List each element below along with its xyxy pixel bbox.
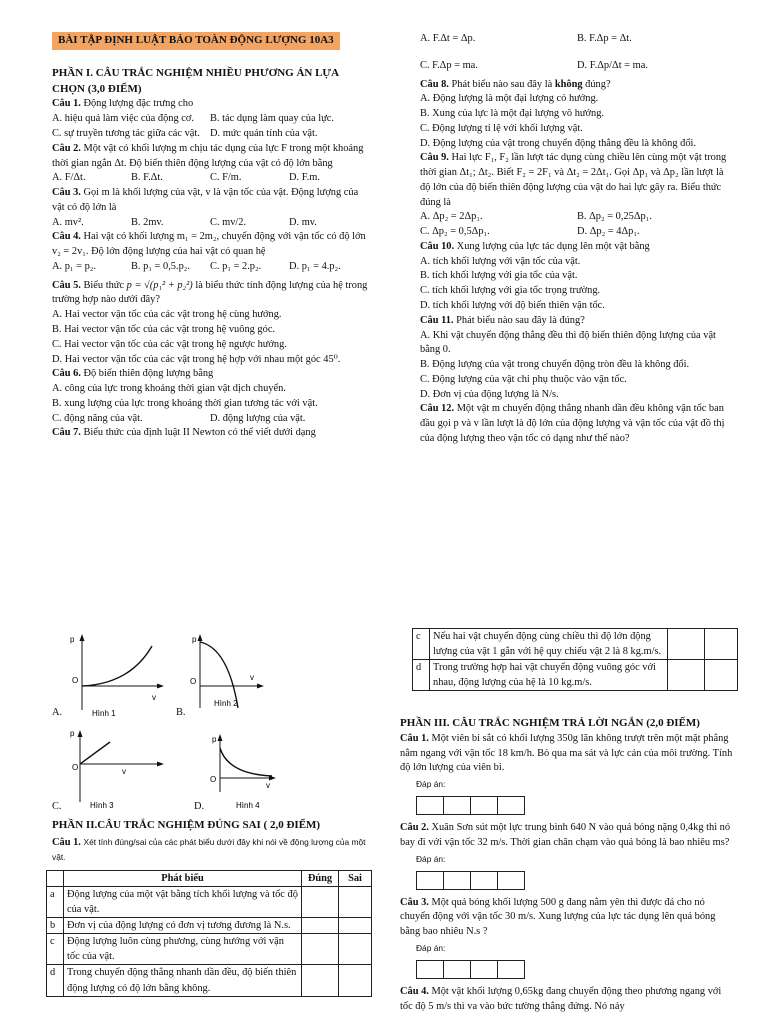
q7-options-cd <box>420 59 734 74</box>
graph-hinh-2[interactable] <box>186 628 276 720</box>
q6: Câu 6. Độ biến thiên động lượng bằng <box>52 368 214 380</box>
option[interactable]: A. F/Δt. <box>52 172 86 184</box>
table-row: d Trong chuyển động thẳng nhanh dần đều, độ biến thiên động lượng có độ lớn bằng không. <box>47 965 372 996</box>
option[interactable]: B. Xung của lực là một đại lượng vô hướng. <box>420 108 605 120</box>
axis-p: p <box>212 735 217 744</box>
q1-options-cd <box>52 127 368 142</box>
graph-option-label[interactable]: A. <box>52 707 63 718</box>
table-header <box>47 871 372 887</box>
option[interactable]: D. Động lượng của vật trong chuyển động thẳng đều là không đổi. <box>420 137 697 149</box>
option[interactable]: B. F.Δp = Δt. <box>577 33 632 44</box>
q4-options <box>52 260 368 275</box>
false-cell[interactable] <box>339 934 372 965</box>
q9: Câu 9. Hai lực F₁, F₂ lần lượt tác dụng cùng chiều lên cùng một vật trong thời gian Δt₁; Δt₂. Biết F₂ = 2F₁ và Δt₂ = 2Δt₁. Gọi Δp₁ và Δp₂ lần lượt là độ lớn của độ biến thiên động lượng của vật do hai lực gây ra. Biểu thức đúng là <box>420 152 727 208</box>
header-true: Đúng <box>302 871 339 887</box>
graph-hinh-3[interactable] <box>60 724 170 816</box>
option[interactable]: C. Hai vector vận tốc của các vật trong hệ ngược hướng. <box>52 338 287 350</box>
graph-option-label[interactable]: B. <box>176 707 186 718</box>
graph-hinh-4[interactable] <box>200 730 290 816</box>
answer-label: Đáp án: <box>416 942 446 953</box>
option[interactable]: A. hiệu quả làm việc của động cơ. <box>52 113 194 125</box>
axis-v: v <box>152 693 156 702</box>
option[interactable]: C. Δp₂ = 0,5Δp₁. <box>420 226 490 238</box>
option[interactable]: C. Động lượng tỉ lệ với khối lượng vật. <box>420 122 583 134</box>
answer-boxes-q3[interactable] <box>416 960 734 979</box>
part2-q1: Câu 1. Xét tính đúng/sai của các phát biểu dưới đây khi nói về động lượng của một vật. <box>52 836 366 862</box>
origin: O <box>190 677 197 686</box>
option[interactable]: B. Hai vector vận tốc của các vật trong hệ vuông góc. <box>52 323 276 335</box>
axis-v: v <box>122 767 126 776</box>
option[interactable]: A. tích khối lượng với vận tốc của vật. <box>420 255 581 267</box>
document-title: BÀI TẬP ĐỊNH LUẬT BẢO TOÀN ĐỘNG LƯỢNG 10A3 <box>52 32 340 50</box>
option[interactable]: A. công của lực trong khoảng thời gian vật dịch chuyển. <box>52 383 286 395</box>
part3-q4: Câu 4. Một vật khối lượng 0,65kg đang chuyển động theo phương ngang với tốc độ 5 m/s thì va vào bức tường thẳng đứng. Nó nảy <box>400 985 722 1012</box>
option[interactable]: D. mv. <box>289 216 317 228</box>
part3-title: PHẦN III. CÂU TRẮC NGHIỆM TRẢ LỜI NGẮN (2,0 ĐIỂM) <box>400 717 700 729</box>
false-cell[interactable] <box>339 965 372 996</box>
q7: Câu 7. Biểu thức của định luật II Newton có thể viết dưới dạng <box>52 427 316 439</box>
option[interactable]: B. 2mv. <box>131 216 164 228</box>
graph-caption: Hình 4 <box>236 801 260 810</box>
false-cell[interactable] <box>705 660 738 691</box>
q3-options <box>52 216 368 231</box>
graph-caption: Hình 3 <box>90 801 114 810</box>
q3: Câu 3. Gọi m là khối lượng của vật, v là vận tốc của vật. Động lượng của vật có độ lớn là <box>52 187 359 213</box>
part3-q2: Câu 2. Xuân Sơn sút một lực trung bình 640 N vào quả bóng nặng 0,4kg thì nó bay đi với vận tốc 32 m/s. Thời gian chân chạm vào quả bóng là bao nhiêu ms? <box>400 822 731 848</box>
true-cell[interactable] <box>668 660 705 691</box>
option[interactable]: A. Hai vector vận tốc của các vật trong hệ cùng hướng. <box>52 309 282 321</box>
axis-p: p <box>192 635 197 644</box>
q6-options-cd <box>52 412 368 427</box>
momentum-formula: p = √(p₁² + p₂²) <box>126 279 193 291</box>
option[interactable]: B. Động lượng của vật trong chuyển động tròn đều là không đổi. <box>420 359 690 371</box>
true-false-table <box>46 870 372 997</box>
graph-option-label[interactable]: C. <box>52 801 62 812</box>
true-cell[interactable] <box>668 629 705 660</box>
answer-label: Đáp án: <box>416 779 446 790</box>
q8: Câu 8. Phát biểu nào sau đây là không đúng? <box>420 78 611 90</box>
true-cell[interactable] <box>302 918 339 934</box>
true-cell[interactable] <box>302 887 339 918</box>
part2-title: PHẦN II.CÂU TRẮC NGHIỆM ĐÚNG SAI ( 2,0 ĐIỂM) <box>52 819 321 831</box>
q2: Câu 2. Một vật có khối lượng m chịu tác dụng của lực F trong một khoảng thời gian ngắn Δt. Độ biến thiên động lượng của vật có độ lớn bằng <box>52 142 364 169</box>
axis-v: v <box>250 673 254 682</box>
graph-caption: Hình 1 <box>92 709 116 718</box>
option[interactable]: C. Động lượng của vật chỉ phụ thuộc vào vận tốc. <box>420 373 627 385</box>
origin: O <box>210 775 217 784</box>
header-statement: Phát biểu <box>64 871 302 887</box>
table-row: c Nếu hai vật chuyển động cùng chiều thì độ lớn động lượng của vật 1 gắn với hệ quy chiếu vật 2 là 8 kg.m/s. <box>413 629 738 660</box>
q5: Câu 5. Biểu thức p = √(p₁² + p₂²) là biểu thức tính động lượng của hệ trong trường hợp nào dưới đây? <box>52 279 368 306</box>
q9-options-cd <box>420 225 734 240</box>
false-cell[interactable] <box>339 918 372 934</box>
table-row: a Động lượng của một vật bằng tích khối lượng và tốc độ của vật. <box>47 887 372 918</box>
option[interactable]: C. F/m. <box>210 172 242 184</box>
option[interactable]: C. sự truyền tương tác giữa các vật. <box>52 128 200 140</box>
true-cell[interactable] <box>302 965 339 996</box>
option[interactable]: C. động năng của vật. <box>52 412 143 424</box>
option[interactable]: B. p₁ = 0,5.p₂. <box>131 260 191 272</box>
answer-label: Đáp án: <box>416 853 446 864</box>
table-row: b Đơn vị của động lượng có đơn vị tương đương là N.s. <box>47 918 372 934</box>
part3-q1: Câu 1. Một viên bi sắt có khối lượng 350g lăn không trượt trên một mặt phẳng nằm ngang với vận tốc 18 km/h. Bỏ qua ma sát và lực cản của môi trường. Tính độ lớn lượng của viên bi. <box>400 732 733 774</box>
axis-p: p <box>70 635 75 644</box>
option[interactable]: B. xung lượng của lực trong khoảng thời gian tương tác với vật. <box>52 397 318 409</box>
true-cell[interactable] <box>302 934 339 965</box>
origin: O <box>72 763 79 772</box>
graph-caption: Hình 2 <box>214 699 238 708</box>
part2-section <box>52 818 374 865</box>
option[interactable]: D. Đơn vị của động lượng là N/s. <box>420 388 559 400</box>
true-false-table-continued <box>412 628 738 691</box>
part3-section <box>400 716 734 1014</box>
option[interactable]: C. mv/2. <box>210 216 247 228</box>
graph-option-label[interactable]: D. <box>194 801 205 812</box>
left-column <box>52 32 368 441</box>
q10: Câu 10. Xung lượng của lực tác dụng lên một vật bằng <box>420 240 650 252</box>
option[interactable]: D. Δp₂ = 4Δp₁. <box>577 226 640 238</box>
false-cell[interactable] <box>705 629 738 660</box>
header-false: Sai <box>339 871 372 887</box>
option[interactable]: D. F.m. <box>289 172 320 184</box>
part3-q3: Câu 3. Một quả bóng khối lượng 500 g đang nằm yên thì được đá cho nó chuyển động với vận tốc 30 m/s. Xung lượng của lực tác dụng lên quả bóng bằng bao nhiêu N.s ? <box>400 896 716 938</box>
option[interactable]: A. Khi vật chuyển động thẳng đều thì độ biến thiên động lượng của vật bằng 0. <box>420 329 716 356</box>
q11: Câu 11. Phát biểu nào sau đây là đúng? <box>420 314 585 326</box>
option[interactable]: A. mv². <box>52 216 84 228</box>
option[interactable]: D. Hai vector vận tốc của các vật trong hệ hợp với nhau một góc 45⁰. <box>52 353 341 365</box>
false-cell[interactable] <box>339 887 372 918</box>
q12: Câu 12. Một vật m chuyển động thẳng nhanh dần đều không vận tốc ban đầu gọi p và v lần lượt là độ lớn của động lượng và vận tốc của vật đồ thị của động lượng theo vận tốc có dạng như thế nào? <box>420 403 725 444</box>
q4: Câu 4. Hai vật có khối lượng m₁ = 2m₂, chuyển động với vận tốc có độ lớn v₂ = 2v₁. Độ lớn động lượng của hai vật có quan hệ <box>52 231 366 258</box>
option[interactable]: D. mức quán tính của vật. <box>210 128 318 140</box>
option[interactable]: B. Δp₂ = 0,25Δp₁. <box>577 211 652 223</box>
option[interactable]: B. F.Δt. <box>131 172 163 184</box>
option[interactable]: D. động lượng của vật. <box>210 412 306 424</box>
option[interactable]: D. p₁ = 4.p₂. <box>289 260 341 272</box>
q7-options-ab <box>420 32 734 47</box>
q1-options-ab <box>52 112 368 127</box>
option[interactable]: B. tác dụng làm quay của lực. <box>210 113 334 125</box>
option[interactable]: C. F.Δp = ma. <box>420 59 478 71</box>
option[interactable]: B. tích khối lượng với gia tốc của vật. <box>420 270 578 282</box>
option[interactable]: C. p₁ = 2.p₂. <box>210 260 262 272</box>
graph-hinh-1[interactable] <box>60 628 170 720</box>
table-row: d Trong trường hợp hai vật chuyển động vuông góc với nhau, động lượng của hệ là 10 kg.m/s. <box>413 660 738 691</box>
q9-options-ab <box>420 210 734 225</box>
q2-options <box>52 171 368 186</box>
axis-v: v <box>266 781 270 790</box>
option[interactable]: A. p₁ = p₂. <box>52 260 96 272</box>
option[interactable]: A. Δp₂ = 2Δp₁. <box>420 211 483 223</box>
right-column <box>420 32 734 447</box>
origin: O <box>72 676 79 685</box>
axis-p: p <box>70 729 75 738</box>
option[interactable]: C. tích khối lượng với gia tốc trọng trường. <box>420 285 601 297</box>
option[interactable]: D. tích khối lượng với độ biến thiên vận tốc. <box>420 300 605 312</box>
answer-boxes-q1[interactable] <box>416 796 734 815</box>
option[interactable]: A. Động lượng là một đại lượng có hướng. <box>420 93 599 105</box>
table-row: c Động lượng luôn cùng phương, cùng hướng với vận tốc của vật. <box>47 934 372 965</box>
q1: Câu 1. Động lượng đặc trưng cho <box>52 98 194 110</box>
option[interactable]: A. F.Δt = Δp. <box>420 33 476 44</box>
part1-title: PHẦN I. CÂU TRẮC NGHIỆM NHIỀU PHƯƠNG ÁN LỰA CHỌN (3,0 ĐIỂM) <box>52 66 339 95</box>
option[interactable]: D. F.Δp/Δt = ma. <box>577 59 648 71</box>
answer-boxes-q2[interactable] <box>416 871 734 890</box>
